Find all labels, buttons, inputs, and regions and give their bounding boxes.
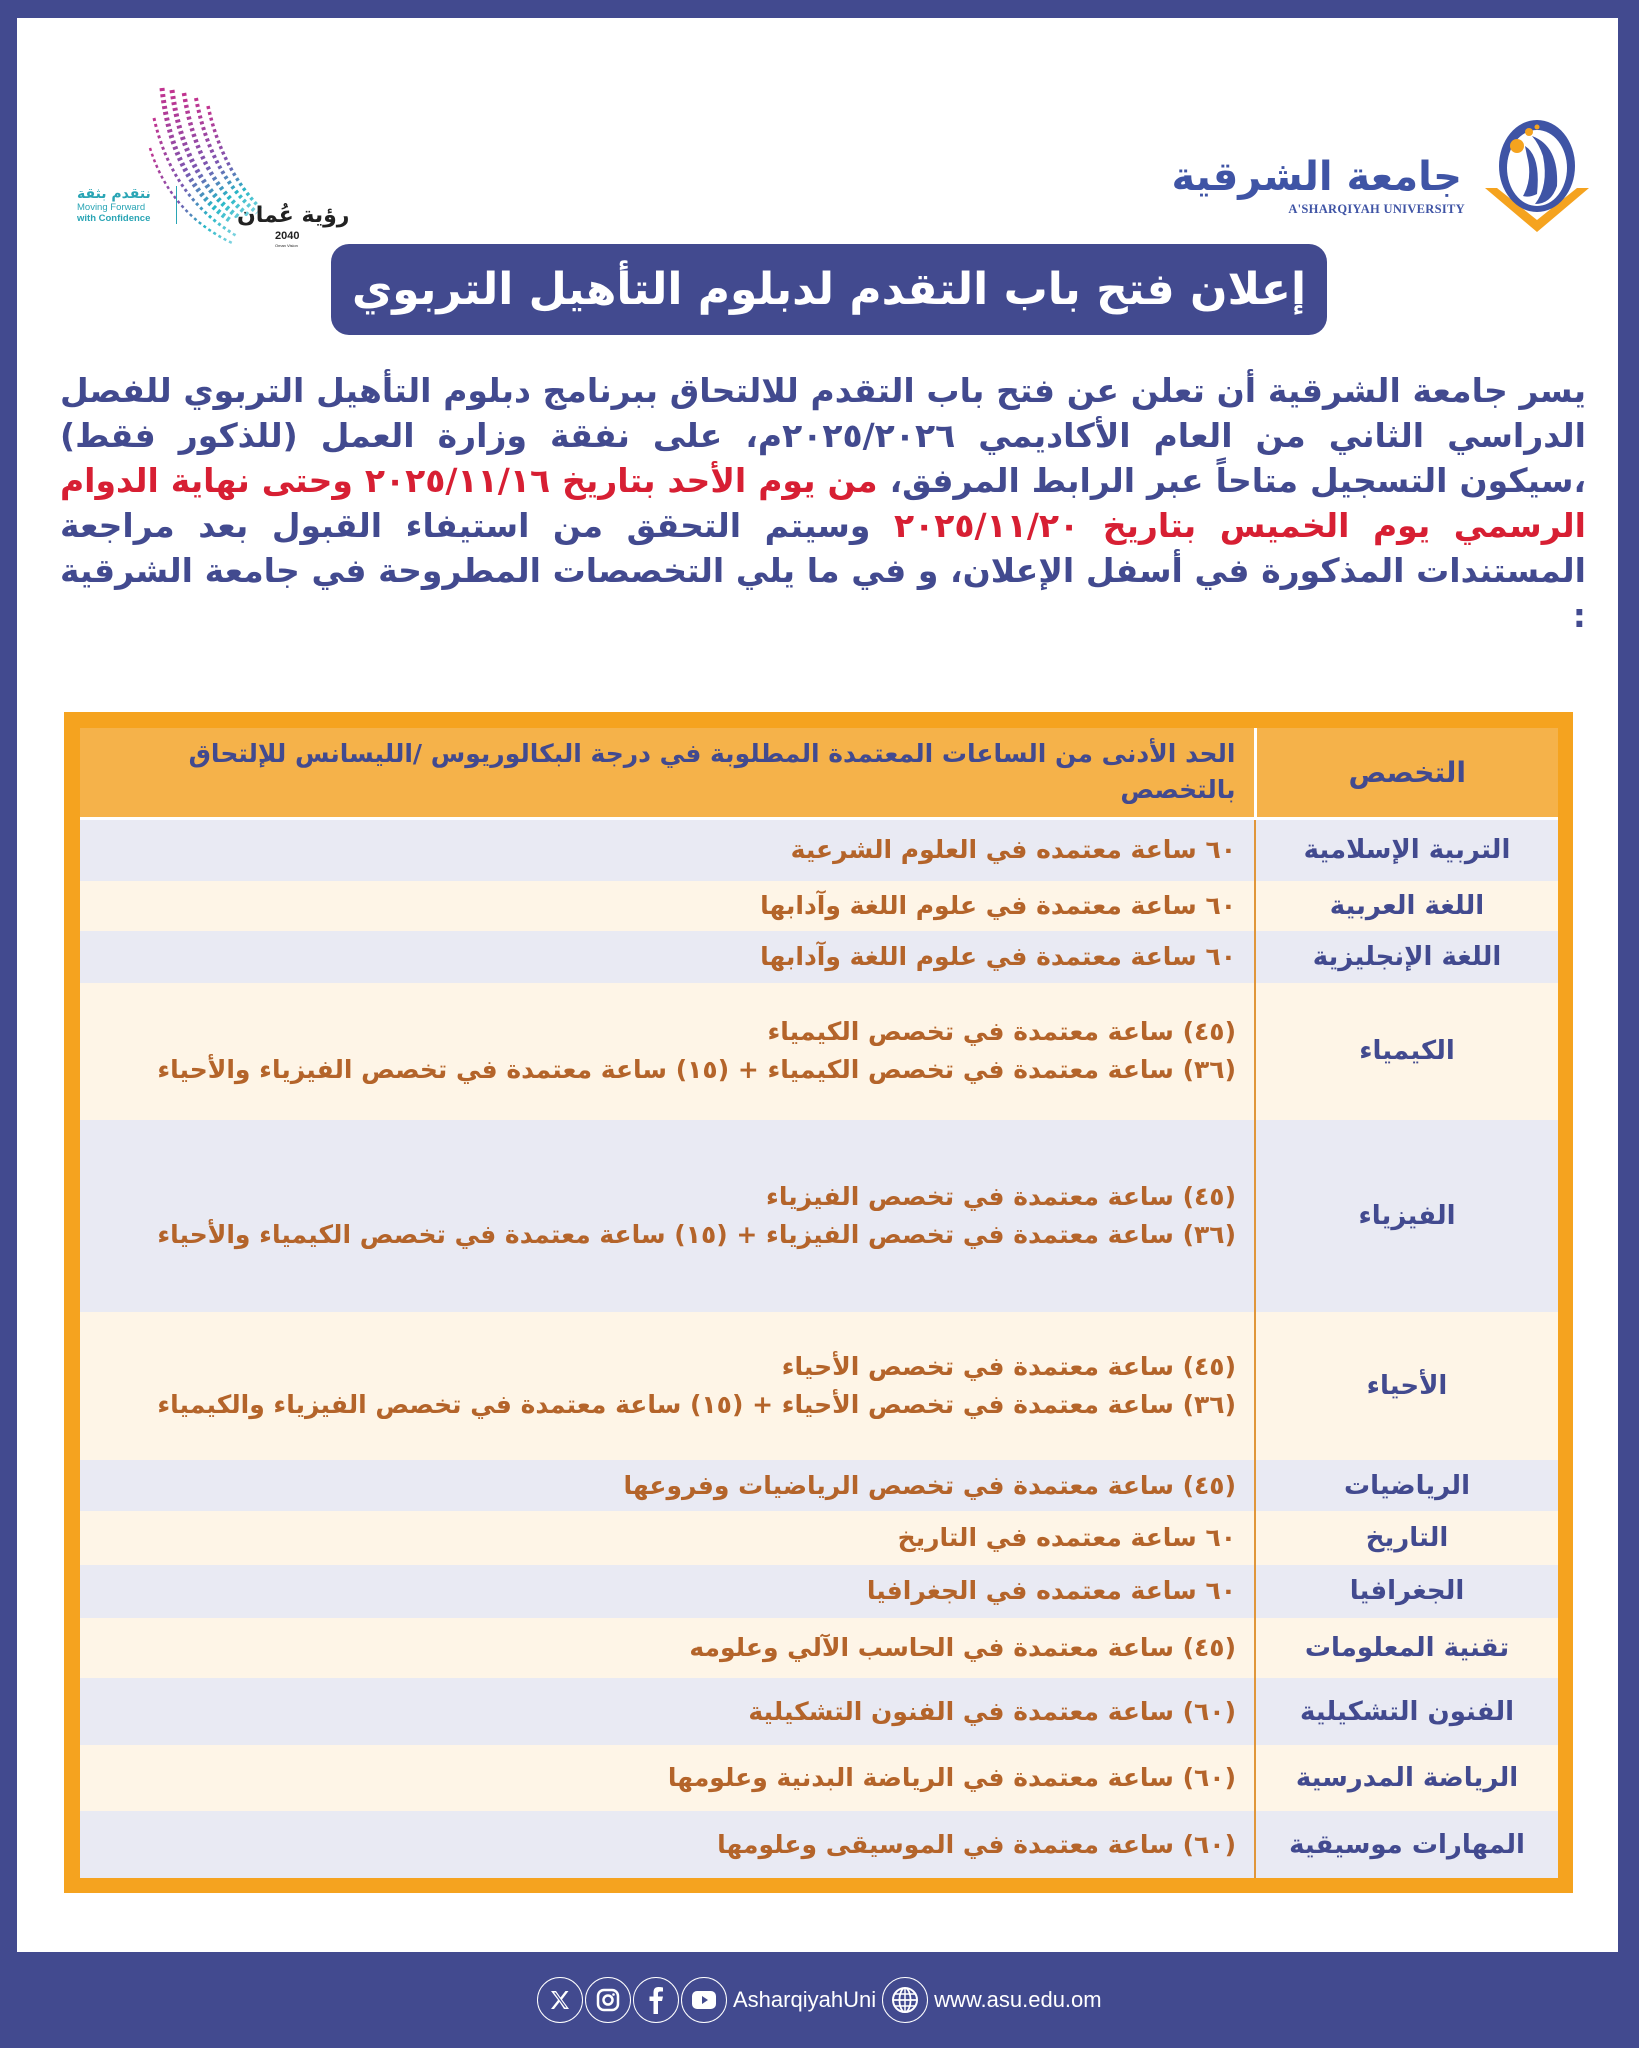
university-logo — [1171, 116, 1597, 236]
intro-dates-highlight: من يوم الأحد بتاريخ ٢٠٢٥/١١/١٦ وحتى نهاية الدوام الرسمي يوم الخميس بتاريخ ٢٠٢٥/١١/٢٠ — [60, 461, 1586, 545]
cell-specialization: الفنون التشكيلية — [1255, 1678, 1558, 1745]
table-row — [80, 983, 1558, 1120]
cell-specialization: التربية الإسلامية — [1255, 818, 1558, 881]
cell-requirement — [80, 1811, 1255, 1878]
intro-text-3: وسيتم التحقق من استيفاء القبول بعد مراجعة المستندات المذكورة في أسفل الإعلان، و في ما يلي التخصصات المطروحة في جامعة الشرقية : — [60, 506, 1586, 635]
cell-requirement — [80, 1120, 1255, 1312]
cell-specialization: التاريخ — [1255, 1511, 1558, 1565]
facebook-icon[interactable] — [633, 1977, 679, 2023]
requirement-line: ٦٠ ساعة معتمده في الجغرافيا — [866, 1576, 1236, 1606]
table-row — [80, 818, 1558, 881]
requirement-line: (٣٦) ساعة معتمدة في تخصص الفيزياء + (١٥) ساعة معتمدة في تخصص الكيمياء والأحياء — [157, 1219, 1236, 1249]
oman-vision-logo — [57, 58, 387, 248]
cell-requirement — [80, 1511, 1255, 1565]
cell-specialization: الفيزياء — [1255, 1120, 1558, 1312]
vision-word: رؤية عُمان — [237, 203, 350, 228]
requirement-line: ٦٠ ساعة معتمدة في علوم اللغة وآدابها — [760, 891, 1236, 921]
cell-specialization: الأحياء — [1255, 1312, 1558, 1460]
cell-specialization: اللغة الإنجليزية — [1255, 931, 1558, 983]
university-name-en: A'SHARQIYAH UNIVERSITY — [1288, 202, 1465, 216]
cell-requirement — [80, 1678, 1255, 1745]
requirement-line: (٤٥) ساعة معتمدة في تخصص الرياضيات وفروعها — [623, 1470, 1236, 1500]
cell-requirement — [80, 818, 1255, 881]
intro-paragraph — [60, 368, 1586, 638]
cell-requirement — [80, 881, 1255, 932]
university-name-ar: جامعة الشرقية — [1171, 154, 1462, 200]
requirement-line: (٤٥) ساعة معتمدة في تخصص الكيمياء — [767, 1017, 1236, 1047]
table-row — [80, 1312, 1558, 1460]
requirement-line: ٦٠ ساعة معتمدة في علوم اللغة وآدابها — [760, 942, 1236, 972]
table-row — [80, 881, 1558, 932]
cell-requirement — [80, 931, 1255, 983]
announcement-page — [17, 18, 1618, 1952]
requirement-line: (٤٥) ساعة معتمدة في تخصص الفيزياء — [766, 1181, 1236, 1211]
header-specialization: التخصص — [1255, 728, 1558, 818]
requirement-line: ٦٠ ساعة معتمده في التاريخ — [897, 1523, 1236, 1553]
cell-specialization: الرياضيات — [1255, 1460, 1558, 1512]
cell-requirement — [80, 1460, 1255, 1512]
cell-specialization: تقنية المعلومات — [1255, 1618, 1558, 1679]
table-row — [80, 1565, 1558, 1618]
intro-text-1: يسر جامعة الشرقية أن تعلن عن فتح باب التقدم للالتحاق ببرنامج دبلوم التأهيل التربوي للفصل الدراسي الثاني من العام الأكاديمي ٢٠٢٥/٢٠٢٦م، على نفقة وزارة العمل (للذكور فقط) ،سيكون التسجيل متاحاً عبر الرابط المرفق، — [60, 371, 1586, 500]
cell-specialization: الكيمياء — [1255, 983, 1558, 1120]
table-row — [80, 1460, 1558, 1512]
requirement-line: ٦٠ ساعة معتمده في العلوم الشرعية — [790, 835, 1236, 865]
requirement-line: (٦٠) ساعة معتمدة في الفنون التشكيلية — [748, 1696, 1236, 1726]
cell-specialization: الرياضة المدرسية — [1255, 1745, 1558, 1811]
requirement-line: (٤٥) ساعة معتمدة في الحاسب الآلي وعلومه — [689, 1633, 1236, 1663]
vision-tagline-en-1: Moving Forward — [77, 202, 146, 213]
table-row — [80, 1120, 1558, 1312]
title-banner — [331, 244, 1327, 335]
table-row — [80, 1511, 1558, 1565]
vision-sub: Oman Vision — [275, 243, 298, 248]
table-row — [80, 1745, 1558, 1811]
requirement-line: (٣٦) ساعة معتمدة في تخصص الكيمياء + (١٥) ساعة معتمدة في تخصص الفيزياء والأحياء — [157, 1055, 1236, 1085]
requirement-line: (٣٦) ساعة معتمدة في تخصص الأحياء + (١٥) ساعة معتمدة في تخصص الفيزياء والكيمياء — [157, 1389, 1236, 1419]
cell-specialization: الجغرافيا — [1255, 1565, 1558, 1618]
youtube-icon[interactable] — [681, 1977, 727, 2023]
page-title: إعلان فتح باب التقدم لدبلوم التأهيل التربوي — [351, 264, 1307, 315]
footer-bar — [0, 1952, 1639, 2048]
specializations-table — [80, 728, 1558, 1878]
x-icon[interactable] — [537, 1977, 583, 2023]
cell-requirement — [80, 1745, 1255, 1811]
university-emblem-icon — [1477, 116, 1597, 234]
table-body — [80, 818, 1558, 1878]
globe-icon — [882, 1977, 928, 2023]
table-row — [80, 1811, 1558, 1878]
cell-requirement — [80, 1565, 1255, 1618]
cell-requirement — [80, 1618, 1255, 1679]
requirement-line: (٦٠) ساعة معتمدة في الموسيقى وعلومها — [717, 1829, 1236, 1859]
cell-requirement — [80, 1312, 1255, 1460]
table-row — [80, 1678, 1558, 1745]
vision-tagline — [77, 186, 177, 224]
header-requirement: الحد الأدنى من الساعات المعتمدة المطلوبة في درجة البكالوريوس /الليسانس للإلتحاق بالتخصص — [80, 728, 1255, 818]
vision-tagline-ar: نتقدم بثقة — [77, 186, 151, 202]
website-link[interactable]: www.asu.edu.om — [934, 1987, 1102, 2012]
requirement-line: (٦٠) ساعة معتمدة في الرياضة البدنية وعلومها — [667, 1763, 1236, 1793]
cell-requirement — [80, 983, 1255, 1120]
cell-specialization: اللغة العربية — [1255, 881, 1558, 932]
cell-specialization: المهارات موسيقية — [1255, 1811, 1558, 1878]
vision-year: 2040 — [275, 230, 300, 242]
table-row — [80, 931, 1558, 983]
specializations-table-frame — [64, 712, 1573, 1893]
instagram-icon[interactable] — [585, 1977, 631, 2023]
vision-tagline-en-2: with Confidence — [77, 213, 151, 224]
table-header-row — [80, 728, 1558, 818]
social-handle[interactable]: AsharqiyahUni — [733, 1987, 877, 2012]
footer-contacts — [537, 1977, 1106, 2023]
requirement-line: (٤٥) ساعة معتمدة في تخصص الأحياء — [781, 1351, 1236, 1381]
table-row — [80, 1618, 1558, 1679]
